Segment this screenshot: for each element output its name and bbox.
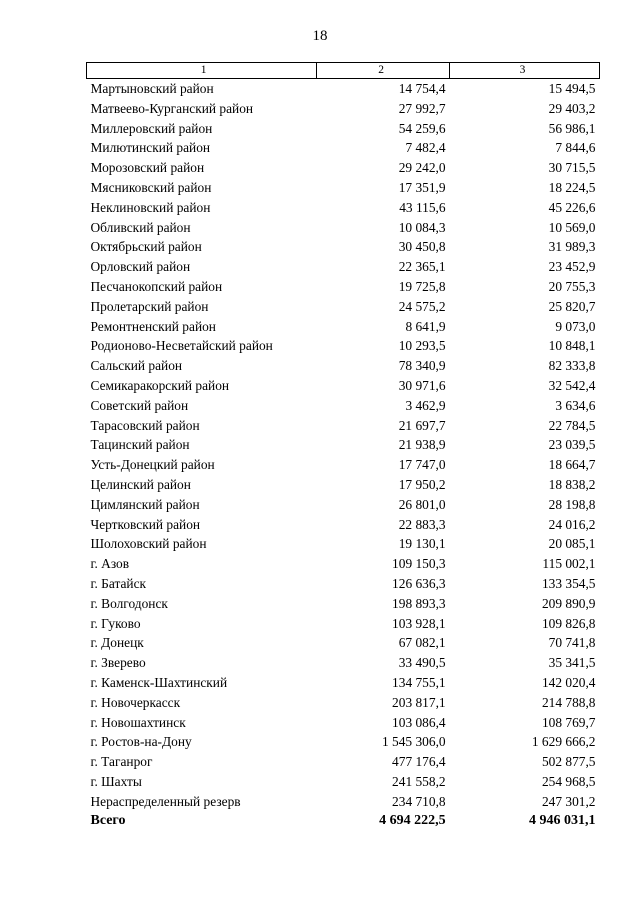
value-col-2: 29 242,0 — [398, 160, 446, 176]
value-col-3: 18 664,7 — [548, 457, 596, 473]
value-col-2: 14 754,4 — [398, 81, 446, 96]
value-col-2: 7 482,4 — [405, 140, 446, 156]
table-row — [87, 356, 600, 376]
table-row — [87, 614, 600, 634]
value-col-2: 109 150,3 — [392, 556, 446, 572]
value-col-3: 115 002,1 — [542, 556, 596, 572]
value-col-3: 35 341,5 — [548, 655, 596, 671]
value-col-3: 20 085,1 — [548, 536, 596, 552]
value-col-2: 10 293,5 — [398, 338, 446, 354]
value-col-3: 254 968,5 — [541, 773, 596, 789]
value-col-3: 247 301,2 — [541, 793, 596, 809]
row-label: г. Каменск-Шахтинский — [90, 674, 228, 690]
table-body — [87, 79, 600, 832]
table-row — [87, 554, 600, 574]
row-label: Мясниковский район — [90, 179, 212, 195]
value-col-3: 24 016,2 — [548, 516, 596, 532]
value-col-2: 3 462,9 — [405, 397, 446, 413]
value-col-3: 109 826,8 — [541, 615, 596, 631]
row-label: Советский район — [90, 397, 189, 413]
value-col-2: 21 697,7 — [398, 417, 446, 433]
table-row — [87, 475, 600, 495]
table-row — [87, 376, 600, 396]
value-col-3: 56 986,1 — [548, 120, 596, 136]
table-row — [87, 99, 600, 119]
value-col-3: 4 946 031,1 — [529, 813, 596, 829]
value-col-2: 1 545 306,0 — [382, 734, 446, 750]
table-row — [87, 257, 600, 277]
table-row — [87, 792, 600, 812]
budget-table — [86, 62, 600, 831]
value-col-3: 28 198,8 — [548, 496, 596, 512]
table-row — [87, 79, 600, 99]
table-row — [87, 594, 600, 614]
row-label: г. Волгодонск — [90, 595, 168, 611]
row-label: Ремонтненский район — [90, 318, 216, 334]
row-label: г. Таганрог — [90, 754, 153, 770]
value-col-3: 209 890,9 — [541, 595, 596, 611]
row-label: Тацинский район — [90, 437, 190, 453]
table-row — [87, 416, 600, 436]
table-row — [87, 158, 600, 178]
table-row — [87, 633, 600, 653]
row-label: Пролетарский район — [90, 298, 209, 314]
value-col-3: 45 226,6 — [548, 199, 596, 215]
value-col-3: 3 634,6 — [555, 397, 596, 413]
row-label: Морозовский район — [90, 160, 205, 176]
value-col-2: 22 365,1 — [398, 259, 446, 275]
value-col-2: 477 176,4 — [392, 754, 446, 770]
value-col-2: 203 817,1 — [392, 694, 446, 710]
value-col-2: 17 747,0 — [398, 457, 446, 473]
table-row — [87, 455, 600, 475]
column-header-3: 3 — [450, 63, 600, 79]
value-col-2: 17 351,9 — [398, 179, 446, 195]
row-label: Обливский район — [90, 219, 191, 235]
table-row — [87, 396, 600, 416]
table-row — [87, 534, 600, 554]
table-row — [87, 772, 600, 792]
table-row — [87, 515, 600, 535]
value-col-2: 19 130,1 — [398, 536, 446, 552]
row-label: Миллеровский район — [90, 120, 213, 136]
row-label: г. Новочеркасск — [90, 694, 181, 710]
value-col-3: 23 452,9 — [548, 259, 596, 275]
table-row — [87, 693, 600, 713]
table-header-row — [87, 63, 600, 79]
value-col-3: 15 494,5 — [548, 81, 596, 96]
value-col-2: 30 450,8 — [398, 239, 446, 255]
row-label: Всего — [90, 813, 126, 829]
row-label: г. Азов — [90, 556, 130, 572]
value-col-3: 142 020,4 — [541, 674, 596, 690]
row-label: Матвеево-Курганский район — [90, 100, 254, 116]
row-label: Сальский район — [90, 358, 183, 374]
value-col-3: 10 569,0 — [548, 219, 596, 235]
value-col-2: 103 928,1 — [392, 615, 446, 631]
row-label: г. Ростов-на-Дону — [90, 734, 192, 750]
row-label: г. Шахты — [90, 773, 142, 789]
value-col-3: 20 755,3 — [548, 278, 596, 294]
value-col-3: 70 741,8 — [548, 635, 596, 651]
value-col-3: 133 354,5 — [541, 575, 596, 591]
value-col-2: 19 725,8 — [398, 278, 446, 294]
row-label: Орловский район — [90, 259, 191, 275]
value-col-2: 198 893,3 — [392, 595, 446, 611]
table-row — [87, 119, 600, 139]
value-col-3: 31 989,3 — [548, 239, 596, 255]
value-col-3: 29 403,2 — [548, 100, 596, 116]
row-label: Нераспределенный резерв — [90, 793, 241, 809]
table-row — [87, 218, 600, 238]
row-label: Цимлянский район — [90, 496, 200, 512]
value-col-2: 17 950,2 — [398, 476, 446, 492]
value-col-3: 502 877,5 — [541, 754, 596, 770]
page-number: 18 — [312, 28, 328, 44]
row-label: Октябрьский район — [90, 239, 202, 255]
table-row — [87, 435, 600, 455]
value-col-2: 234 710,8 — [392, 793, 446, 809]
table-row — [87, 277, 600, 297]
value-col-3: 23 039,5 — [548, 437, 596, 453]
total-row — [87, 811, 600, 831]
table-row — [87, 297, 600, 317]
value-col-2: 27 992,7 — [398, 100, 446, 116]
row-label: г. Зверево — [90, 655, 146, 671]
row-label: г. Донецк — [90, 635, 144, 651]
value-col-2: 30 971,6 — [398, 377, 446, 393]
table-row — [87, 198, 600, 218]
value-col-3: 30 715,5 — [548, 160, 596, 176]
table-row — [87, 495, 600, 515]
value-col-2: 10 084,3 — [398, 219, 446, 235]
row-label: Милютинский район — [90, 140, 211, 156]
value-col-2: 26 801,0 — [398, 496, 446, 512]
value-col-2: 33 490,5 — [398, 655, 446, 671]
table-row — [87, 237, 600, 257]
table-row — [87, 138, 600, 158]
value-col-2: 134 755,1 — [392, 674, 446, 690]
row-label: г. Батайск — [90, 575, 147, 591]
table-row — [87, 752, 600, 772]
row-label: Усть-Донецкий район — [90, 457, 215, 473]
value-col-2: 126 636,3 — [392, 575, 446, 591]
value-col-3: 22 784,5 — [548, 417, 596, 433]
value-col-3: 10 848,1 — [548, 338, 596, 354]
value-col-2: 67 082,1 — [398, 635, 446, 651]
value-col-3: 108 769,7 — [541, 714, 596, 730]
table-row — [87, 317, 600, 337]
value-col-3: 7 844,6 — [555, 140, 596, 156]
value-col-3: 9 073,0 — [555, 318, 596, 334]
table-row — [87, 673, 600, 693]
value-col-2: 43 115,6 — [399, 199, 446, 215]
value-col-2: 241 558,2 — [392, 773, 446, 789]
value-col-3: 18 838,2 — [548, 476, 596, 492]
value-col-2: 4 694 222,5 — [379, 813, 446, 829]
value-col-2: 78 340,9 — [398, 358, 446, 374]
value-col-3: 1 629 666,2 — [531, 734, 596, 750]
row-label: Мартыновский район — [90, 81, 214, 96]
row-label: Песчанокопский район — [90, 278, 223, 294]
table-row — [87, 713, 600, 733]
value-col-2: 103 086,4 — [392, 714, 446, 730]
value-col-2: 22 883,3 — [398, 516, 446, 532]
value-col-3: 82 333,8 — [548, 358, 596, 374]
column-header-1: 1 — [87, 63, 317, 79]
value-col-2: 24 575,2 — [398, 298, 446, 314]
value-col-2: 8 641,9 — [405, 318, 446, 334]
value-col-2: 21 938,9 — [398, 437, 446, 453]
value-col-3: 25 820,7 — [548, 298, 596, 314]
row-label: Чертковский район — [90, 516, 201, 532]
row-label: Неклиновский район — [90, 199, 211, 215]
table-row — [87, 732, 600, 752]
row-label: Целинский район — [90, 476, 191, 492]
table-row — [87, 336, 600, 356]
row-label: Тарасовский район — [90, 417, 200, 433]
table-row — [87, 574, 600, 594]
value-col-3: 214 788,8 — [541, 694, 596, 710]
row-label: Шолоховский район — [90, 536, 207, 552]
value-col-2: 54 259,6 — [398, 120, 446, 136]
table-row — [87, 653, 600, 673]
row-label: Родионово-Несветайский район — [90, 338, 273, 354]
row-label: Семикаракорский район — [90, 377, 230, 393]
value-col-3: 18 224,5 — [548, 179, 596, 195]
row-label: г. Новошахтинск — [90, 714, 186, 730]
table-row — [87, 178, 600, 198]
column-header-2: 2 — [317, 63, 450, 79]
value-col-3: 32 542,4 — [548, 377, 596, 393]
row-label: г. Гуково — [90, 615, 141, 631]
